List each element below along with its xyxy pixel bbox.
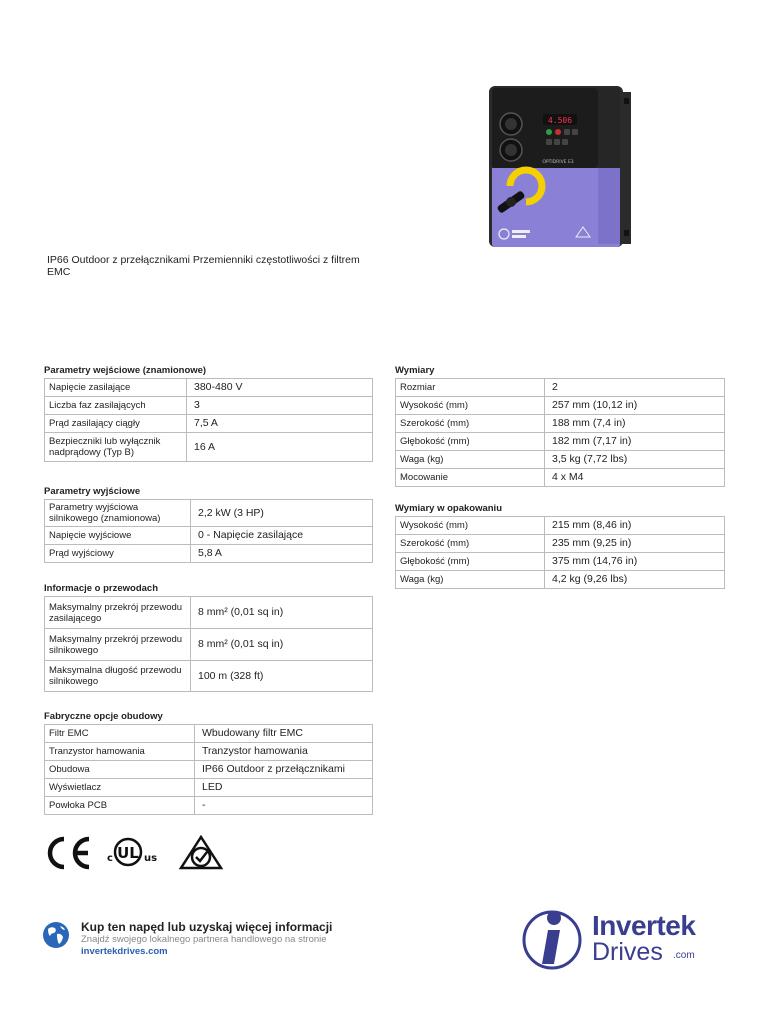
row-value: 5,8 A xyxy=(191,545,373,563)
row-value: 4,2 kg (9,26 lbs) xyxy=(545,571,725,589)
row-label: Maksymalny przekrój przewodu zasilającego xyxy=(45,597,191,629)
table-row xyxy=(45,500,373,527)
row-label: Waga (kg) xyxy=(396,571,545,589)
row-value: 380-480 V xyxy=(187,379,373,397)
row-label: Parametry wyjściowa silnikowego (znamionowa) xyxy=(45,500,191,527)
cables-section xyxy=(44,582,373,692)
table-row xyxy=(45,527,373,545)
product-image xyxy=(488,84,634,250)
cables-table xyxy=(44,596,373,692)
table-row xyxy=(45,761,373,779)
footer xyxy=(42,918,462,962)
row-label: Filtr EMC xyxy=(45,725,195,743)
row-value: 16 A xyxy=(187,433,373,462)
invertek-logo xyxy=(518,906,728,972)
website-link[interactable]: invertekdrives.com xyxy=(81,946,168,957)
logo-brand-text: Invertek xyxy=(592,910,696,941)
row-label: Głębokość (mm) xyxy=(396,433,545,451)
product-title: IP66 Outdoor z przełącznikami Przemienniki częstotliwości z filtrem EMC xyxy=(47,254,360,278)
section-title: Fabryczne opcje obudowy xyxy=(44,711,163,722)
logo-drives-text: Drives xyxy=(592,938,663,966)
row-label: Powłoka PCB xyxy=(45,797,195,815)
enclosure-table xyxy=(44,724,373,815)
row-value: 3,5 kg (7,72 lbs) xyxy=(545,451,725,469)
row-value: 7,5 A xyxy=(187,415,373,433)
row-value: 0 - Napięcie zasilające xyxy=(191,527,373,545)
ul-us-label: us xyxy=(144,853,158,864)
table-row xyxy=(396,517,725,535)
output-params-section xyxy=(44,485,373,563)
row-label: Waga (kg) xyxy=(396,451,545,469)
table-row xyxy=(45,629,373,661)
table-row xyxy=(45,743,373,761)
table-row xyxy=(45,797,373,815)
table-row xyxy=(396,379,725,397)
section-title: Informacje o przewodach xyxy=(44,583,159,594)
footer-title: Kup ten napęd lub uzyskaj więcej informacji xyxy=(81,920,333,934)
row-value: 257 mm (10,12 in) xyxy=(545,397,725,415)
globe-icon xyxy=(42,921,70,949)
device-model-label: OPTIDRIVE E3 xyxy=(542,160,574,165)
logo-dotcom-text: .com xyxy=(673,950,695,961)
package-dimensions-section xyxy=(395,502,725,589)
ul-listed-mark-icon xyxy=(106,834,166,872)
row-label: Prąd wyjściowy xyxy=(45,545,191,563)
row-value: Tranzystor hamowania xyxy=(195,743,373,761)
row-value: IP66 Outdoor z przełącznikami xyxy=(195,761,373,779)
row-label: Tranzystor hamowania xyxy=(45,743,195,761)
row-label: Maksymalny przekrój przewodu silnikowego xyxy=(45,629,191,661)
logo-i-icon xyxy=(518,906,588,972)
row-value: - xyxy=(195,797,373,815)
row-value: 2,2 kW (3 HP) xyxy=(191,500,373,527)
table-row xyxy=(45,661,373,692)
dimensions-section xyxy=(395,364,725,487)
row-value: 235 mm (9,25 in) xyxy=(545,535,725,553)
certifications xyxy=(44,834,244,872)
row-label: Wyświetlacz xyxy=(45,779,195,797)
dimensions-table xyxy=(395,378,725,487)
row-value: Wbudowany filtr EMC xyxy=(195,725,373,743)
input-params-table xyxy=(44,378,373,462)
table-row xyxy=(396,469,725,487)
table-row xyxy=(396,415,725,433)
row-value: 3 xyxy=(187,397,373,415)
table-row xyxy=(396,433,725,451)
table-row xyxy=(45,415,373,433)
row-label: Wysokość (mm) xyxy=(396,397,545,415)
section-title: Parametry wyjściowe xyxy=(44,486,141,497)
ul-c-label: c xyxy=(107,853,113,864)
row-label: Napięcie wyjściowe xyxy=(45,527,191,545)
table-row xyxy=(396,451,725,469)
ce-mark-icon xyxy=(44,834,94,872)
row-value: 8 mm² (0,01 sq in) xyxy=(191,629,373,661)
table-row xyxy=(396,553,725,571)
device-display-readout: 4.506 xyxy=(547,116,573,125)
table-row xyxy=(45,725,373,743)
row-label: Wysokość (mm) xyxy=(396,517,545,535)
row-value: 4 x M4 xyxy=(545,469,725,487)
table-row xyxy=(45,397,373,415)
package-dimensions-table xyxy=(395,516,725,589)
enclosure-section xyxy=(44,710,373,815)
table-row xyxy=(396,571,725,589)
row-label: Szerokość (mm) xyxy=(396,535,545,553)
row-value: 188 mm (7,4 in) xyxy=(545,415,725,433)
table-row xyxy=(396,397,725,415)
row-value: 375 mm (14,76 in) xyxy=(545,553,725,571)
row-value: 215 mm (8,46 in) xyxy=(545,517,725,535)
output-params-table xyxy=(44,499,373,563)
section-title: Wymiary w opakowaniu xyxy=(395,503,502,514)
input-params-section xyxy=(44,364,373,462)
section-title: Wymiary xyxy=(395,365,435,376)
row-value: 182 mm (7,17 in) xyxy=(545,433,725,451)
row-label: Napięcie zasilające xyxy=(45,379,187,397)
row-label: Prąd zasilający ciągły xyxy=(45,415,187,433)
table-row xyxy=(45,597,373,629)
row-value: 8 mm² (0,01 sq in) xyxy=(191,597,373,629)
table-row xyxy=(45,779,373,797)
table-row xyxy=(396,535,725,553)
row-label: Rozmiar xyxy=(396,379,545,397)
table-row xyxy=(45,545,373,563)
row-label: Maksymalna długość przewodu silnikowego xyxy=(45,661,191,692)
row-label: Liczba faz zasilających xyxy=(45,397,187,415)
row-value: 2 xyxy=(545,379,725,397)
table-row xyxy=(45,433,373,462)
rcm-mark-icon xyxy=(178,834,224,872)
row-value: 100 m (328 ft) xyxy=(191,661,373,692)
row-value: LED xyxy=(195,779,373,797)
ul-mark-label: UL xyxy=(117,844,139,862)
section-title: Parametry wejściowe (znamionowe) xyxy=(44,365,207,376)
row-label: Bezpieczniki lub wyłącznik nadprądowy (Typ B) xyxy=(45,433,187,462)
footer-subtitle: Znajdź swojego lokalnego partnera handlowego na stronie xyxy=(81,934,327,945)
row-label: Głębokość (mm) xyxy=(396,553,545,571)
inverter-drive-illustration xyxy=(488,84,634,250)
table-row xyxy=(45,379,373,397)
row-label: Szerokość (mm) xyxy=(396,415,545,433)
row-label: Obudowa xyxy=(45,761,195,779)
row-label: Mocowanie xyxy=(396,469,545,487)
